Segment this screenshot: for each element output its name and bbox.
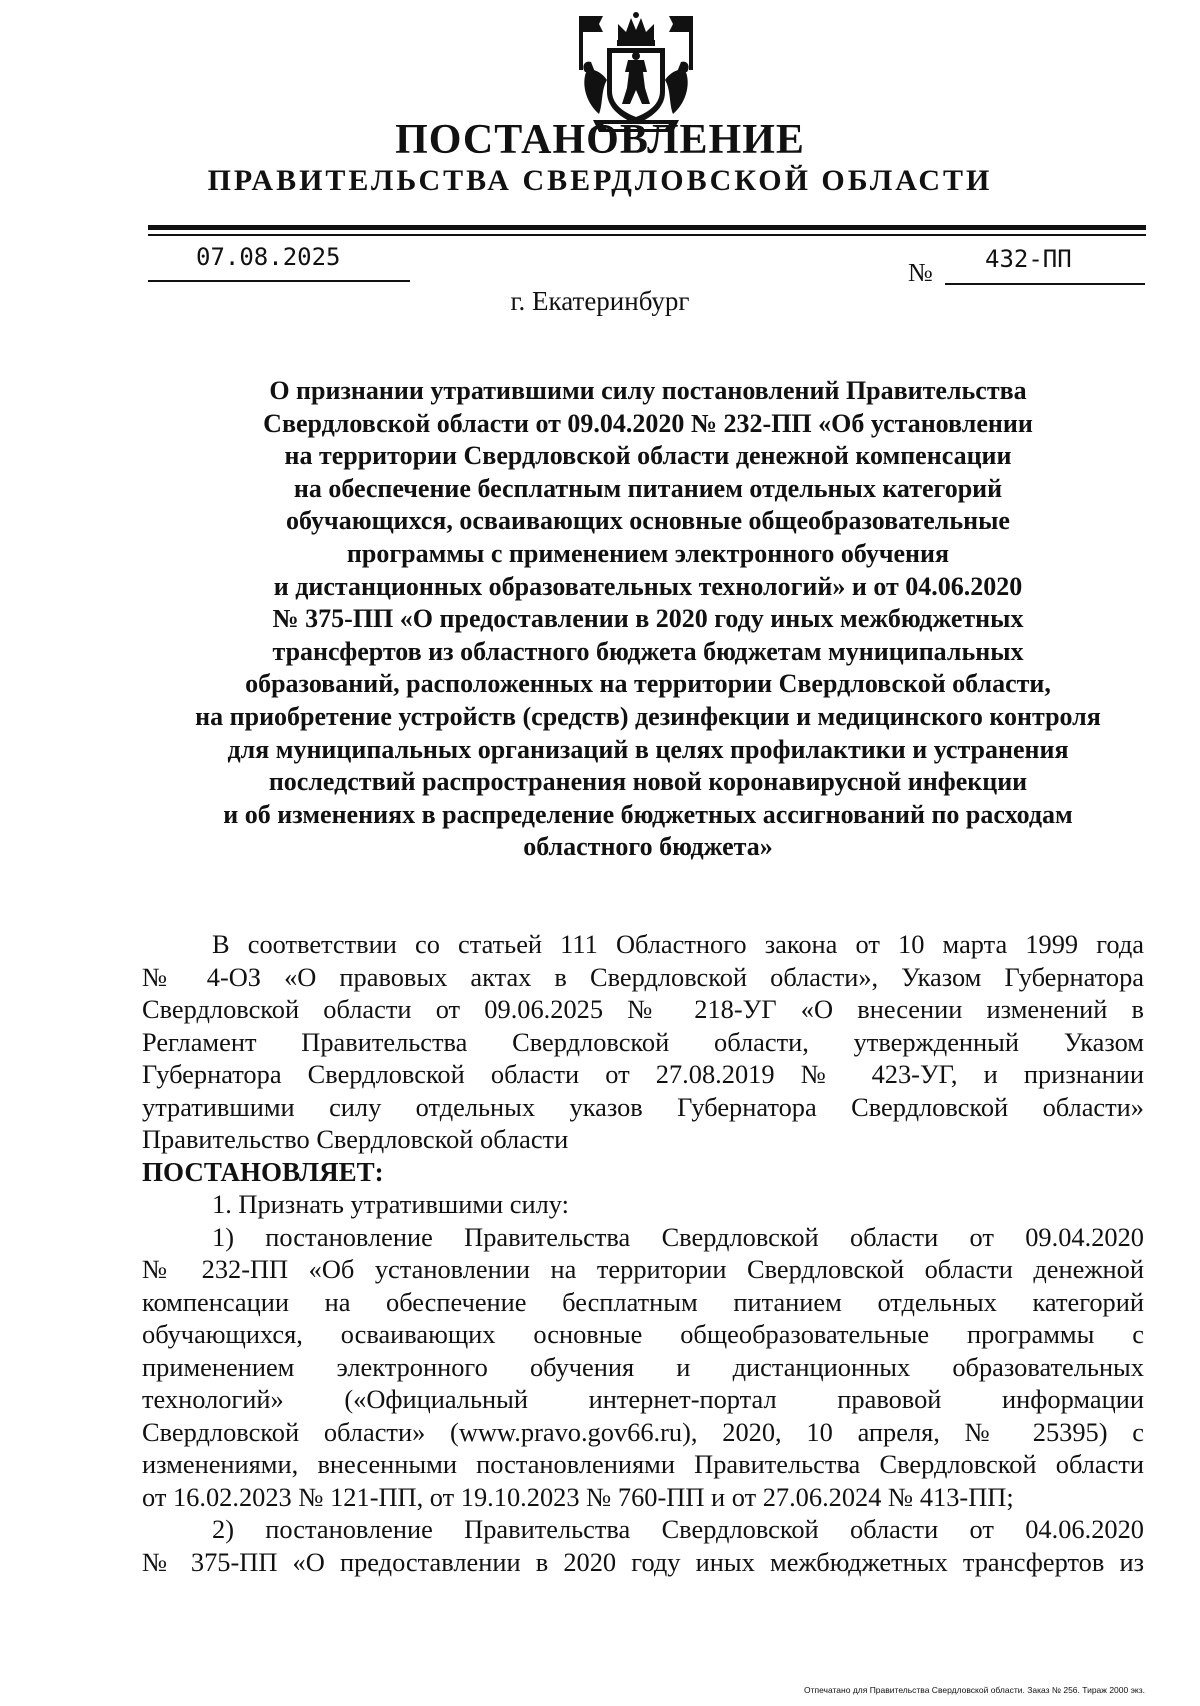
registration-date: 07.08.2025 [196,243,341,271]
print-footer-note: Отпечатано для Правительства Свердловской области. Заказ № 256. Тираж 2000 экз. [803,1685,1145,1695]
city-name: г. Екатеринбург [510,286,690,316]
heading-line: и дистанционных образовательных технологий» и от 04.06.2020 [273,571,1023,601]
heading-line: последствий распространения новой коронавирусной инфекции [268,767,1028,797]
document-body [142,928,1144,1578]
heading-line: обучающихся, осваивающих основные общеобразовательные [286,506,1010,536]
preamble-line: Губернатора Свердловской области от 27.08.2019 № 423-УГ, и признании [142,1059,1144,1089]
subitem-1-line: компенсации на обеспечение бесплатным питанием отдельных категорий [142,1286,1144,1317]
heading-line: для муниципальных организаций в целях профилактики и устранения [227,734,1069,764]
subitem-1-line: технологий» («Официальный интернет-портал правовой информации [142,1384,1144,1414]
subitem-1-line: изменениями, внесенными постановлениями Правительства Свердловской области [142,1449,1144,1479]
preamble-line: Правительство Свердловской области [142,1124,569,1154]
subitem-1-line: 1) постановление Правительства Свердловской области от 09.04.2020 [212,1221,1144,1252]
heading-line: на обеспечение бесплатным питанием отдельных категорий [293,473,1003,503]
heading-line: № 375-ПП «О предоставлении в 2020 году иных межбюджетных [272,604,1024,634]
heading-line: О признании утратившими силу постановлений Правительства [269,376,1027,405]
heading-line: Свердловской области от 09.04.2020 № 232-ПП «Об установлении [263,408,1033,438]
header-rule-thick [148,225,1146,230]
subitem-2-line: 2) постановление Правительства Свердловской области от 04.06.2020 [212,1514,1144,1544]
preamble-line: Свердловской области от 09.06.2025 № 218-УГ «О внесении изменений в [142,994,1144,1024]
issuing-authority: ПРАВИТЕЛЬСТВА СВЕРДЛОВСКОЙ ОБЛАСТИ [207,164,993,197]
document-title: ПОСТАНОВЛЕНИЕ [395,117,805,163]
heading-line: программы с применением электронного обучения [346,538,950,568]
subitem-2-line: № 375-ПП «О предоставлении в 2020 году иных межбюджетных трансфертов из [142,1546,1144,1577]
heading-line: на территории Свердловской области денежной компенсации [284,441,1012,471]
heading-line: областного бюджета» [523,832,773,862]
subitem-1-line: Свердловской области» (www.pravo.gov66.ru), 2020, 10 апреля, № 25395) с [142,1416,1144,1447]
heading-line: на приобретение устройств (средств) дезинфекции и медицинского контроля [195,701,1101,731]
number-sign: № [908,258,933,287]
registration-number: 432-ПП [985,245,1072,273]
preamble-line: Регламент Правительства Свердловской области, утвержденный Указом [142,1026,1144,1057]
subitem-1-line: от 16.02.2023 № 121-ПП, от 19.10.2023 № 760-ПП и от 27.06.2024 № 413-ПП; [142,1481,1014,1512]
subitem-1-line: применением электронного обучения и дистанционных образовательных [142,1351,1144,1382]
decree-operative-word: ПОСТАНОВЛЯЕТ: [142,1156,384,1187]
preamble-line: утратившими силу отдельных указов Губернатора Свердловской области» [142,1091,1144,1122]
heading-line: и об изменениях в распределение бюджетных ассигнований по расходам [223,799,1073,829]
subitem-1-line: № 232-ПП «Об установлении на территории Свердловской области денежной [142,1254,1144,1284]
heading-line: образований, расположенных на территории Свердловской области, [245,669,1051,699]
date-underline [148,280,410,282]
heading-line: трансфертов из областного бюджета бюджетам муниципальных [272,636,1024,666]
preamble-line: № 4-ОЗ «О правовых актах в Свердловской области», Указом Губернатора [142,961,1144,992]
header-rule-thin [148,234,1146,236]
subitem-1-line: обучающихся, осваивающих основные общеобразовательные программы с [142,1319,1144,1349]
item-1-title: 1. Признать утратившими силу: [212,1189,569,1219]
preamble-line: В соответствии со статьей 111 Областного закона от 10 марта 1999 года [212,929,1144,959]
document-heading [150,375,1146,864]
